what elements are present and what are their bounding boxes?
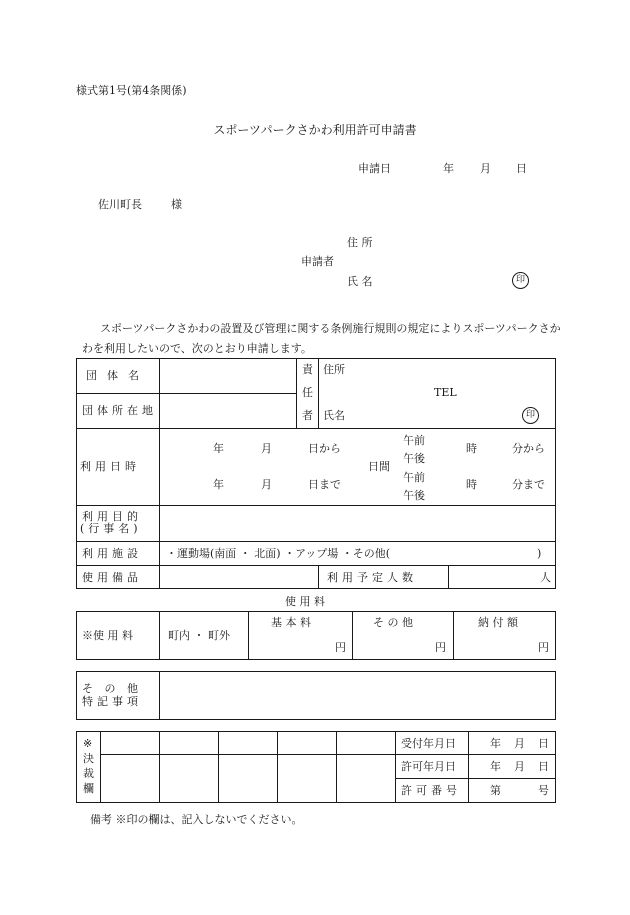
permit-date-label: 許可年月日 [401,760,456,773]
tel-label: TEL [434,386,457,399]
remarks-label-1: そ の 他 [82,682,142,695]
permit-year: 年 [490,760,501,773]
from-year: 年 [213,442,224,455]
basic-fee-label: 基 本 料 [271,616,311,629]
planned-count-label: 利用予定人数 [327,571,417,584]
received-day: 日 [538,737,549,750]
fee-area: 町内 ・ 町外 [168,629,230,642]
addressee: 佐川町長 [98,198,142,211]
fee-section-title: 使 用 料 [285,595,325,608]
use-datetime-label: 利用日時 [80,460,140,473]
received-month: 月 [514,737,525,750]
facility-label: 利用施設 [82,547,142,560]
from-pm: 午後 [403,452,425,465]
other-fee-yen: 円 [435,641,446,654]
responsible-char-2: 任 [302,386,313,399]
payment-label: 納 付 額 [478,616,518,629]
seal-icon: 印 [522,407,539,424]
to-pm: 午後 [403,489,425,502]
to-am: 午前 [403,471,425,484]
intro-text: スポーツパークさかわの設置及び管理に関する条例施行規則の規定によりスポーツパークさかわを利用したいので、次のとおり申請します。 [82,322,561,355]
purpose-label: 利用目的 [82,510,142,523]
from-am: 午前 [403,434,425,447]
to-hour: 時 [466,478,477,491]
fee-label: ※使 用 料 [82,629,133,642]
payment-yen: 円 [538,641,549,654]
date-year: 年 [443,162,454,175]
seal-icon: 印 [512,272,529,289]
application-date-label: 申請日 [358,162,391,175]
responsible-name-label: 氏名 [323,409,345,422]
decision-char-1: ※ [83,737,93,750]
received-year: 年 [490,737,501,750]
to-month: 月 [261,478,272,491]
number-prefix: 第 [490,784,501,797]
responsible-char-1: 責 [302,363,313,376]
group-name-label: 団体名 [86,369,149,382]
form-id: 様式第1号(第4条関係) [76,84,187,97]
date-month: 月 [480,162,491,175]
from-month: 月 [261,442,272,455]
decision-char-3: 裁 [83,767,94,780]
day-count-label: 日間 [368,460,390,473]
to-minute: 分まで [512,478,545,491]
to-day: 日まで [308,478,341,491]
to-year: 年 [213,478,224,491]
addressee-suffix: 様 [171,198,182,211]
other-fee-label: そ の 他 [373,616,413,629]
basic-fee-yen: 円 [335,641,346,654]
footer-note: 備考 ※印の欄は、記入しないでください。 [90,813,303,826]
permit-number-label: 許可番号 [401,784,461,797]
date-day: 日 [516,162,527,175]
applicant-label: 申請者 [301,255,334,268]
group-address-label: 団体所在地 [82,404,157,417]
number-suffix: 号 [538,784,549,797]
event-name-label: (行事名) [80,522,142,535]
permit-day: 日 [538,760,549,773]
responsible-char-3: 者 [302,409,313,422]
person-unit: 人 [540,571,551,584]
permit-month: 月 [514,760,525,773]
from-day: 日から [308,442,341,455]
equipment-label: 使用備品 [82,571,142,584]
remarks-label-2: 特記事項 [82,695,142,708]
decision-char-2: 決 [83,752,94,765]
responsible-address-label: 住所 [323,363,345,376]
from-hour: 時 [466,442,477,455]
applicant-name-label: 氏 名 [347,275,373,288]
form-title: スポーツパークさかわ利用許可申請書 [213,123,417,137]
decision-char-4: 欄 [83,782,94,795]
applicant-address-label: 住 所 [347,236,373,249]
facility-options: ・運動場(南面 ・ 北面) ・アップ場 ・その他( [166,547,391,560]
facility-close: ) [537,547,542,560]
from-minute: 分から [512,442,545,455]
received-date-label: 受付年月日 [401,737,456,750]
